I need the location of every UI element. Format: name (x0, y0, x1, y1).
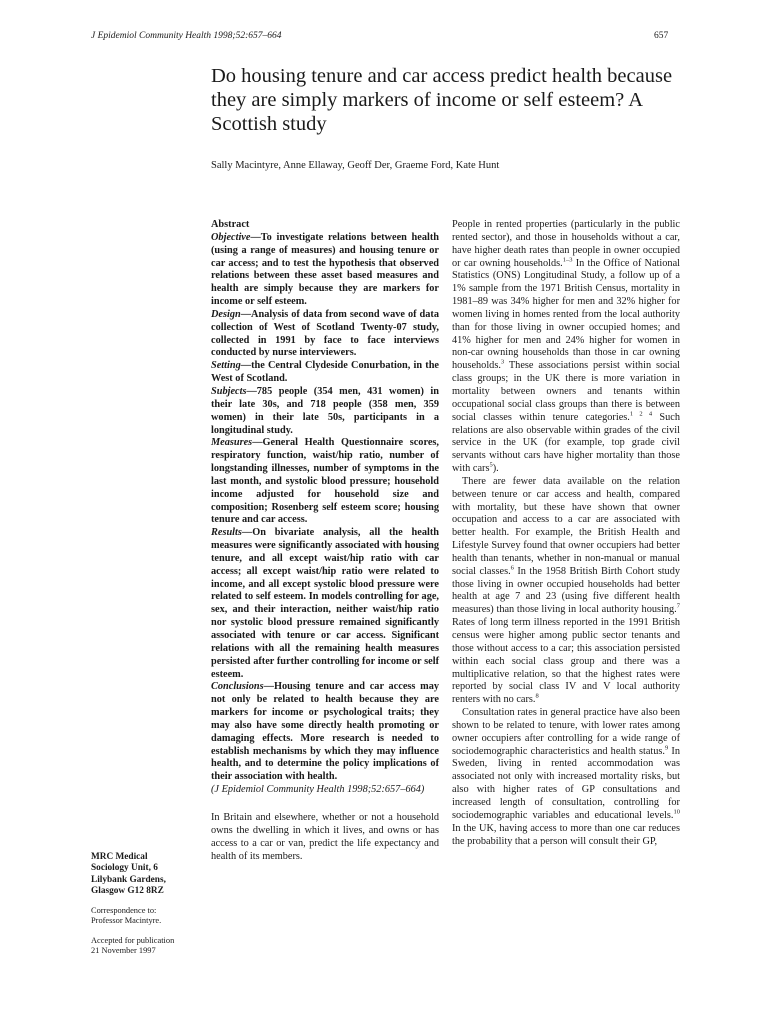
body-column (452, 219, 680, 848)
author-address (91, 852, 166, 897)
running-header: J Epidemiol Community Health 1998;52:657–664 (91, 31, 282, 41)
reference-marker: 1–3 (562, 256, 573, 264)
body-paragraph-2 (452, 476, 680, 707)
body-text: There are fewer data available on the relation between tenure or car access and health, compared with mortality, but these have shown that owner occupation and access to a car are associated with better health. For example, the British Health and Lifestyle Survey found that owner occupiers had better health than tenants, whether in non-manual or manual social classes. (452, 475, 680, 577)
reference-marker: 3 (500, 358, 505, 366)
article-title: Do housing tenure and car access predict health because they are simply markers of income or self esteem? A Scottish study (211, 65, 673, 135)
abstract-column (211, 219, 439, 863)
body-text: In the 1958 British Birth Cohort study those living in owner occupied households had better health at age 7 and 23 (using five different health measures) than those living in local authority housing. (452, 565, 681, 616)
objective-text: —To investigate relations between health (using a range of measures) and housing tenure or car access; and to test the hypothesis that observed relations between these asset based measures and health are simply because they are markers for income or self esteem. (211, 231, 439, 308)
conclusions-label: Conclusions (211, 681, 264, 693)
abstract-conclusions (211, 681, 439, 784)
correspondence-line: Professor Macintyre. (91, 916, 162, 926)
intro-paragraph: In Britain and elsewhere, whether or not a household owns the dwelling in which it lives, and owns or has access to a car or van, predict the life expectancy and health of its members. (211, 811, 439, 862)
reference-marker: 6 (510, 564, 514, 572)
body-text: Rates of long term illness reported in the 1991 British census were higher among public sector tenants and those without access to a car; this association persisted within each social class group and there was a multiplicative relation, so that the highest rates were reported by social class IV and V local authority renters with no cars. (452, 617, 680, 706)
body-text: ). (492, 463, 499, 475)
conclusions-text: —Housing tenure and car access may not only be related to health because they are markers for income or psychological traits; they may also have some directly health promoting or damaging effects. More research is needed to establish mechanisms by which they may influence health, and to determine the policy implications of their association with health. (211, 681, 439, 783)
setting-label: Setting (211, 360, 241, 372)
abstract-citation: (J Epidemiol Community Health 1998;52:657–664) (211, 784, 425, 796)
correspondence-line: Correspondence to: (91, 906, 157, 915)
body-text: In the Office of National Statistics (ONS) Longitudinal Study, a follow up of a 1% sample from the 1971 British Census, mortality in 1981–89 was 34% higher for men and 32% higher for women living in homes rented from the local authority than for those living in owner occupied homes; and 41% higher for men and 24% higher for women in non-car owning households than those in car owning households. (452, 257, 681, 372)
reference-marker: 5 (489, 461, 493, 469)
body-text: These associations persist within social class groups; in the UK there is more variation in mortality between owners and tenants within occupational social class groups than there is between social classes within tenure categories. (452, 360, 680, 423)
reference-marker: 8 (535, 692, 539, 700)
subjects-label: Subjects (211, 385, 247, 397)
results-label: Results (211, 527, 242, 539)
abstract-subjects (211, 386, 439, 437)
page-number: 657 (654, 31, 669, 41)
body-text: Consultation rates in general practice have also been shown to be related to tenure, with lower rates among owner occupiers after controlling for a wide range of sociodemographic characteristics and health status. (452, 707, 680, 757)
setting-text: —the Central Clydeside Conurbation, in the West of Scotland. (211, 360, 439, 385)
objective-label: Objective (211, 231, 251, 243)
subjects-text: —785 people (354 men, 431 women) in their late 30s, and 718 people (358 men, 359 women) in their late 50s, participants in a longitudinal study. (211, 385, 439, 436)
address-line: Sociology Unit, 6 (91, 863, 158, 874)
body-text: In Sweden, living in rented accommodation was associated not only with increased mortality risks, but also with higher rates of GP consultations and increased length of consultation, controlling for sociodemographic variables and educational levels. (452, 745, 680, 821)
design-text: —Analysis of data from second wave of data collection of West of Scotland Twenty-07 study, collected in 1991 by face to face interviews conducted by nurse interviewers. (211, 308, 439, 359)
reference-marker: 10 (673, 808, 680, 816)
address-line: MRC Medical (91, 852, 148, 862)
body-text: Such relations are also observable within grades of the civil service in the UK (for example, top grade civil servants without cars have higher mortality than those with cars (452, 411, 681, 475)
measures-text: —General Health Questionnaire scores, respiratory function, waist/hip ratio, number of longstanding illnesses, number of symptoms in the last month, and systolic blood pressure; household income adjusted for household size and composition; Rosenberg self esteem score; housing tenure and car access. (211, 437, 439, 526)
measures-label: Measures (211, 437, 253, 449)
body-text: In the UK, having access to more than one car reduces the probability that a person will consult their GP, (452, 822, 680, 847)
abstract-results (211, 527, 439, 681)
body-paragraph-1 (452, 219, 680, 476)
acceptance-note (91, 936, 174, 957)
design-label: Design (211, 308, 241, 320)
accepted-line: 21 November 1997 (91, 946, 156, 956)
correspondence-note (91, 906, 161, 927)
body-text: People in rented properties (particularly in the public rented sector), and those in households without a car, have higher death rates than people in owner occupied or car owning households. (452, 219, 680, 269)
address-line: Lilybank Gardens, (91, 874, 166, 885)
address-line: Glasgow G12 8RZ (91, 885, 164, 896)
reference-marker: 9 (665, 744, 669, 752)
abstract-design (211, 309, 439, 360)
body-paragraph-3 (452, 707, 680, 848)
abstract-objective (211, 232, 439, 309)
reference-marker: 1 2 4 (629, 410, 653, 418)
abstract-heading: Abstract (211, 219, 250, 230)
abstract-setting (211, 360, 439, 386)
author-list: Sally Macintyre, Anne Ellaway, Geoff Der, Graeme Ford, Kate Hunt (211, 160, 500, 171)
abstract-measures (211, 437, 439, 527)
accepted-line: Accepted for publication (91, 936, 175, 945)
reference-marker: 7 (676, 602, 680, 610)
results-text: —On bivariate analysis, all the health measures were significantly associated with housing tenure, and all except waist/hip ratio with car access; all except waist/hip ratio were related to income, and all except systolic blood pressure were related to self esteem. In models controlling for age, sex, and their interaction, neither waist/hip ratio nor systolic blood pressure remained significantly associated with tenure or car access. Significant relations with all the remaining health measures persisted after further controlling for income or self esteem. (211, 527, 439, 680)
